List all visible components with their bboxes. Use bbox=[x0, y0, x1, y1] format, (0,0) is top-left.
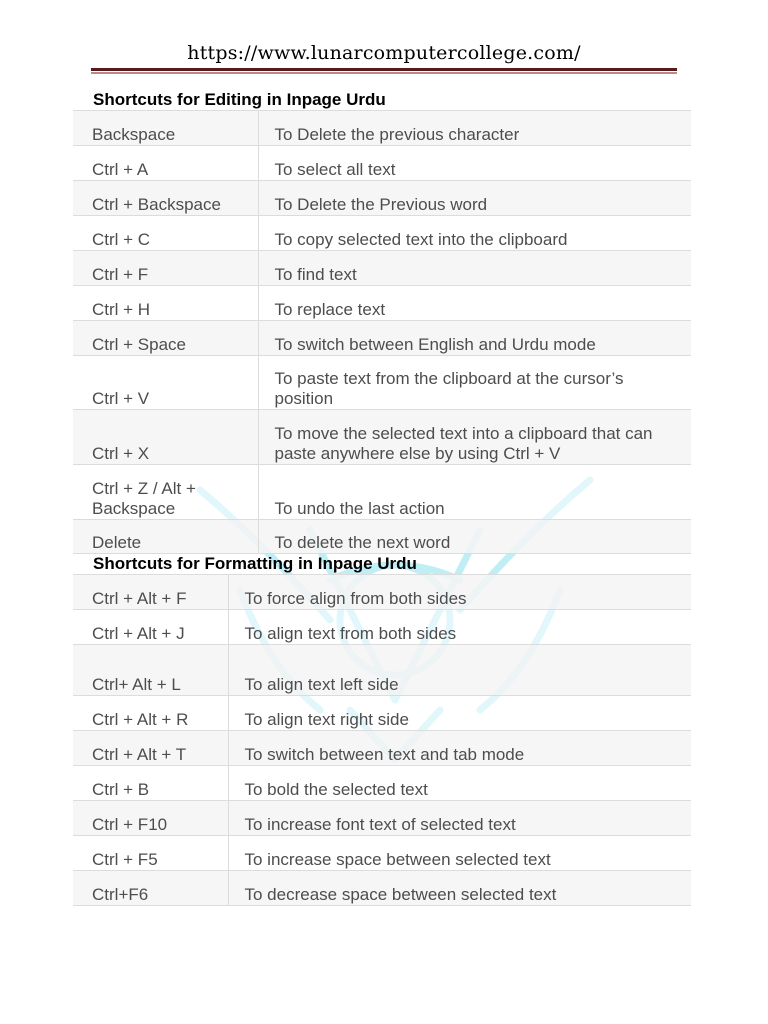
shortcut-key: Ctrl + A bbox=[73, 146, 258, 181]
table-row bbox=[73, 146, 691, 181]
shortcut-action: To switch between text and tab mode bbox=[228, 731, 691, 766]
table-row bbox=[73, 766, 691, 801]
page-header-url: https://www.lunarcomputercollege.com/ bbox=[187, 42, 581, 64]
header-rule-shadow bbox=[91, 72, 677, 74]
shortcut-key: Ctrl + Z / Alt + Backspace bbox=[73, 465, 258, 520]
shortcut-key: Ctrl + F bbox=[73, 251, 258, 286]
table-row bbox=[73, 871, 691, 906]
shortcut-key: Backspace bbox=[73, 111, 258, 146]
shortcut-key: Ctrl + Backspace bbox=[73, 181, 258, 216]
shortcut-action: To switch between English and Urdu mode bbox=[258, 321, 691, 356]
table-row bbox=[73, 645, 691, 696]
table-row bbox=[73, 801, 691, 836]
shortcut-action: To delete the next word bbox=[258, 520, 691, 554]
header-rule bbox=[91, 68, 677, 71]
shortcut-key: Ctrl + B bbox=[73, 766, 228, 801]
table-row bbox=[73, 520, 691, 554]
shortcut-action: To bold the selected text bbox=[228, 766, 691, 801]
shortcut-action: To Delete the Previous word bbox=[258, 181, 691, 216]
shortcut-key: Ctrl + C bbox=[73, 216, 258, 251]
table-row bbox=[73, 356, 691, 410]
table-row bbox=[73, 321, 691, 356]
shortcut-action: To replace text bbox=[258, 286, 691, 321]
table-row bbox=[73, 251, 691, 286]
shortcut-action: To Delete the previous character bbox=[258, 111, 691, 146]
shortcut-action: To undo the last action bbox=[258, 465, 691, 520]
shortcut-action: To align text from both sides bbox=[228, 610, 691, 645]
table-row bbox=[73, 181, 691, 216]
shortcut-key: Ctrl + F5 bbox=[73, 836, 228, 871]
shortcut-key: Ctrl + Alt + J bbox=[73, 610, 228, 645]
shortcut-action: To decrease space between selected text bbox=[228, 871, 691, 906]
shortcut-action: To force align from both sides bbox=[228, 575, 691, 610]
shortcut-key: Ctrl+F6 bbox=[73, 871, 228, 906]
shortcut-key: Ctrl + V bbox=[73, 356, 258, 410]
editing-shortcuts-table bbox=[73, 110, 691, 554]
shortcut-action: To select all text bbox=[258, 146, 691, 181]
table-row bbox=[73, 731, 691, 766]
shortcut-action: To increase space between selected text bbox=[228, 836, 691, 871]
table-row bbox=[73, 410, 691, 465]
shortcut-key: Ctrl + X bbox=[73, 410, 258, 465]
table-row bbox=[73, 575, 691, 610]
shortcut-action: To copy selected text into the clipboard bbox=[258, 216, 691, 251]
formatting-shortcuts-table bbox=[73, 574, 691, 906]
shortcut-action: To align text right side bbox=[228, 696, 691, 731]
table-row bbox=[73, 111, 691, 146]
shortcut-key: Ctrl + Alt + T bbox=[73, 731, 228, 766]
shortcut-action: To move the selected text into a clipboard that can paste anywhere else by using Ctrl + V bbox=[258, 410, 691, 465]
shortcut-action: To paste text from the clipboard at the cursor’s position bbox=[258, 356, 691, 410]
shortcut-key: Ctrl + F10 bbox=[73, 801, 228, 836]
shortcut-key: Delete bbox=[73, 520, 258, 554]
shortcut-key: Ctrl+ Alt + L bbox=[73, 645, 228, 696]
shortcut-key: Ctrl + H bbox=[73, 286, 258, 321]
shortcut-key: Ctrl + Alt + F bbox=[73, 575, 228, 610]
shortcut-key: Ctrl + Alt + R bbox=[73, 696, 228, 731]
shortcut-action: To increase font text of selected text bbox=[228, 801, 691, 836]
shortcut-action: To align text left side bbox=[228, 645, 691, 696]
shortcut-action: To find text bbox=[258, 251, 691, 286]
shortcut-key: Ctrl + Space bbox=[73, 321, 258, 356]
table-row bbox=[73, 610, 691, 645]
formatting-section-title: Shortcuts for Formatting in Inpage Urdu bbox=[93, 554, 417, 573]
table-row bbox=[73, 836, 691, 871]
table-row bbox=[73, 465, 691, 520]
table-row bbox=[73, 696, 691, 731]
table-row bbox=[73, 286, 691, 321]
editing-section-title: Shortcuts for Editing in Inpage Urdu bbox=[93, 90, 386, 109]
table-row bbox=[73, 216, 691, 251]
